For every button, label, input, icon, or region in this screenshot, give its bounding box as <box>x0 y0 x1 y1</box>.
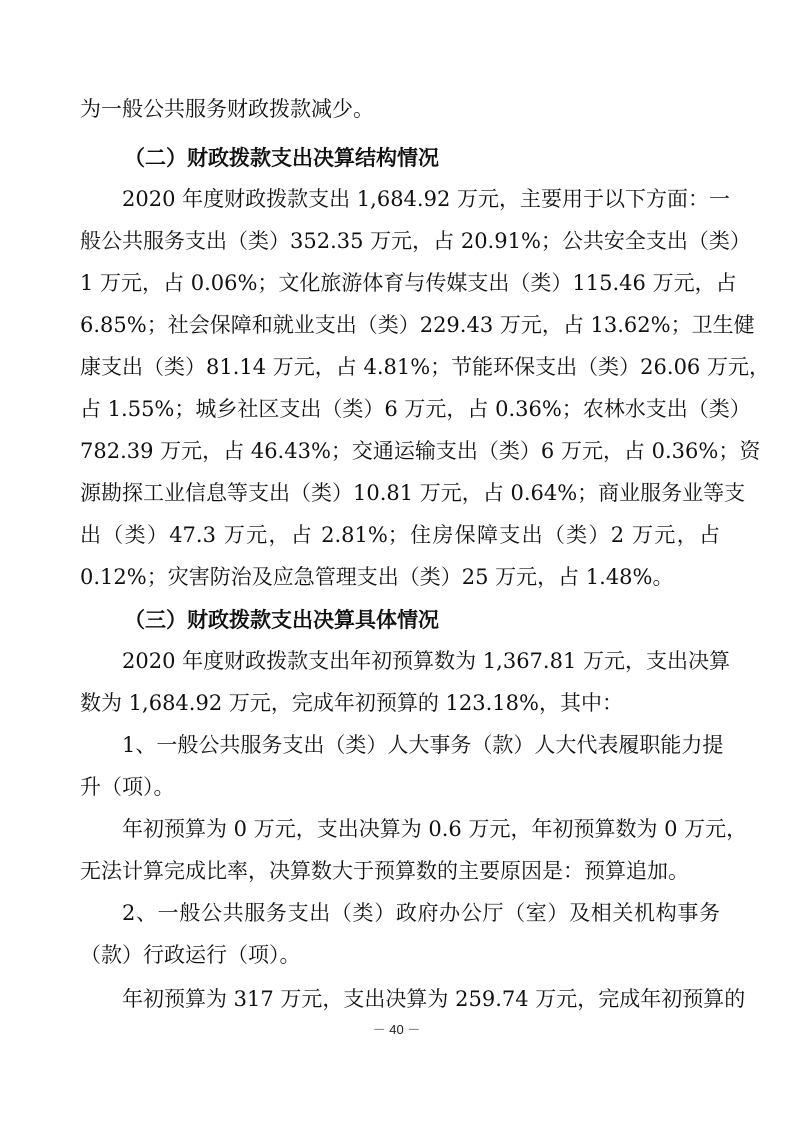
paragraph-line: 源勘探工业信息等支出（类）10.81 万元，占 0.64%；商业服务业等支 <box>80 481 746 505</box>
paragraph-line: 6.85%；社会保障和就业支出（类）229.43 万元，占 13.62%；卫生健 <box>80 313 755 337</box>
paragraph-line: 1、一般公共服务支出（类）人大事务（款）人大代表履职能力提 <box>122 733 724 757</box>
section-heading-expenditure-structure: （二）财政拨款支出决算结构情况 <box>124 146 439 170</box>
body-text-line: 为一般公共服务财政拨款减少。 <box>80 97 374 121</box>
paragraph-line: 出（类）47.3 万元，占 2.81%；住房保障支出（类）2 万元，占 <box>80 523 720 547</box>
paragraph-line: 2020 年度财政拨款支出年初预算数为 1,367.81 万元，支出决算 <box>122 649 730 673</box>
paragraph-line: 般公共服务支出（类）352.35 万元，占 20.91%；公共安全支出（类） <box>80 229 751 253</box>
paragraph-line: 年初预算为 317 万元，支出决算为 259.74 万元，完成年初预算的 <box>122 987 746 1011</box>
paragraph-line: 康支出（类）81.14 万元，占 4.81%；节能环保支出（类）26.06 万元， <box>80 355 770 379</box>
paragraph-line: （款）行政运行（项）。 <box>80 943 301 967</box>
paragraph-line: 年初预算为 0 万元，支出决算为 0.6 万元，年初预算数为 0 万元， <box>122 817 748 841</box>
paragraph-line: 782.39 万元，占 46.43%；交通运输支出（类）6 万元，占 0.36%；资 <box>80 439 761 463</box>
paragraph-line: 数为 1,684.92 万元，完成年初预算的 123.18%，其中： <box>80 691 623 715</box>
paragraph-line: 升（项）。 <box>80 775 175 799</box>
paragraph-line: 0.12%；灾害防治及应急管理支出（类）25 万元，占 1.48%。 <box>80 565 674 589</box>
paragraph-line: 无法计算完成比率，决算数大于预算数的主要原因是：预算追加。 <box>80 859 689 883</box>
paragraph-line: 1 万元，占 0.06%；文化旅游体育与传媒支出（类）115.46 万元，占 <box>80 271 737 295</box>
page-number: － 40 － <box>372 1022 421 1037</box>
paragraph-line: 2020 年度财政拨款支出 1,684.92 万元，主要用于以下方面：一 <box>122 187 730 211</box>
paragraph-line: 占 1.55%；城乡社区支出（类）6 万元，占 0.36%；农林水支出（类） <box>80 397 751 421</box>
paragraph-line: 2、一般公共服务支出（类）政府办公厅（室）及相关机构事务 <box>122 901 720 925</box>
section-heading-expenditure-details: （三）财政拨款支出决算具体情况 <box>124 608 439 632</box>
